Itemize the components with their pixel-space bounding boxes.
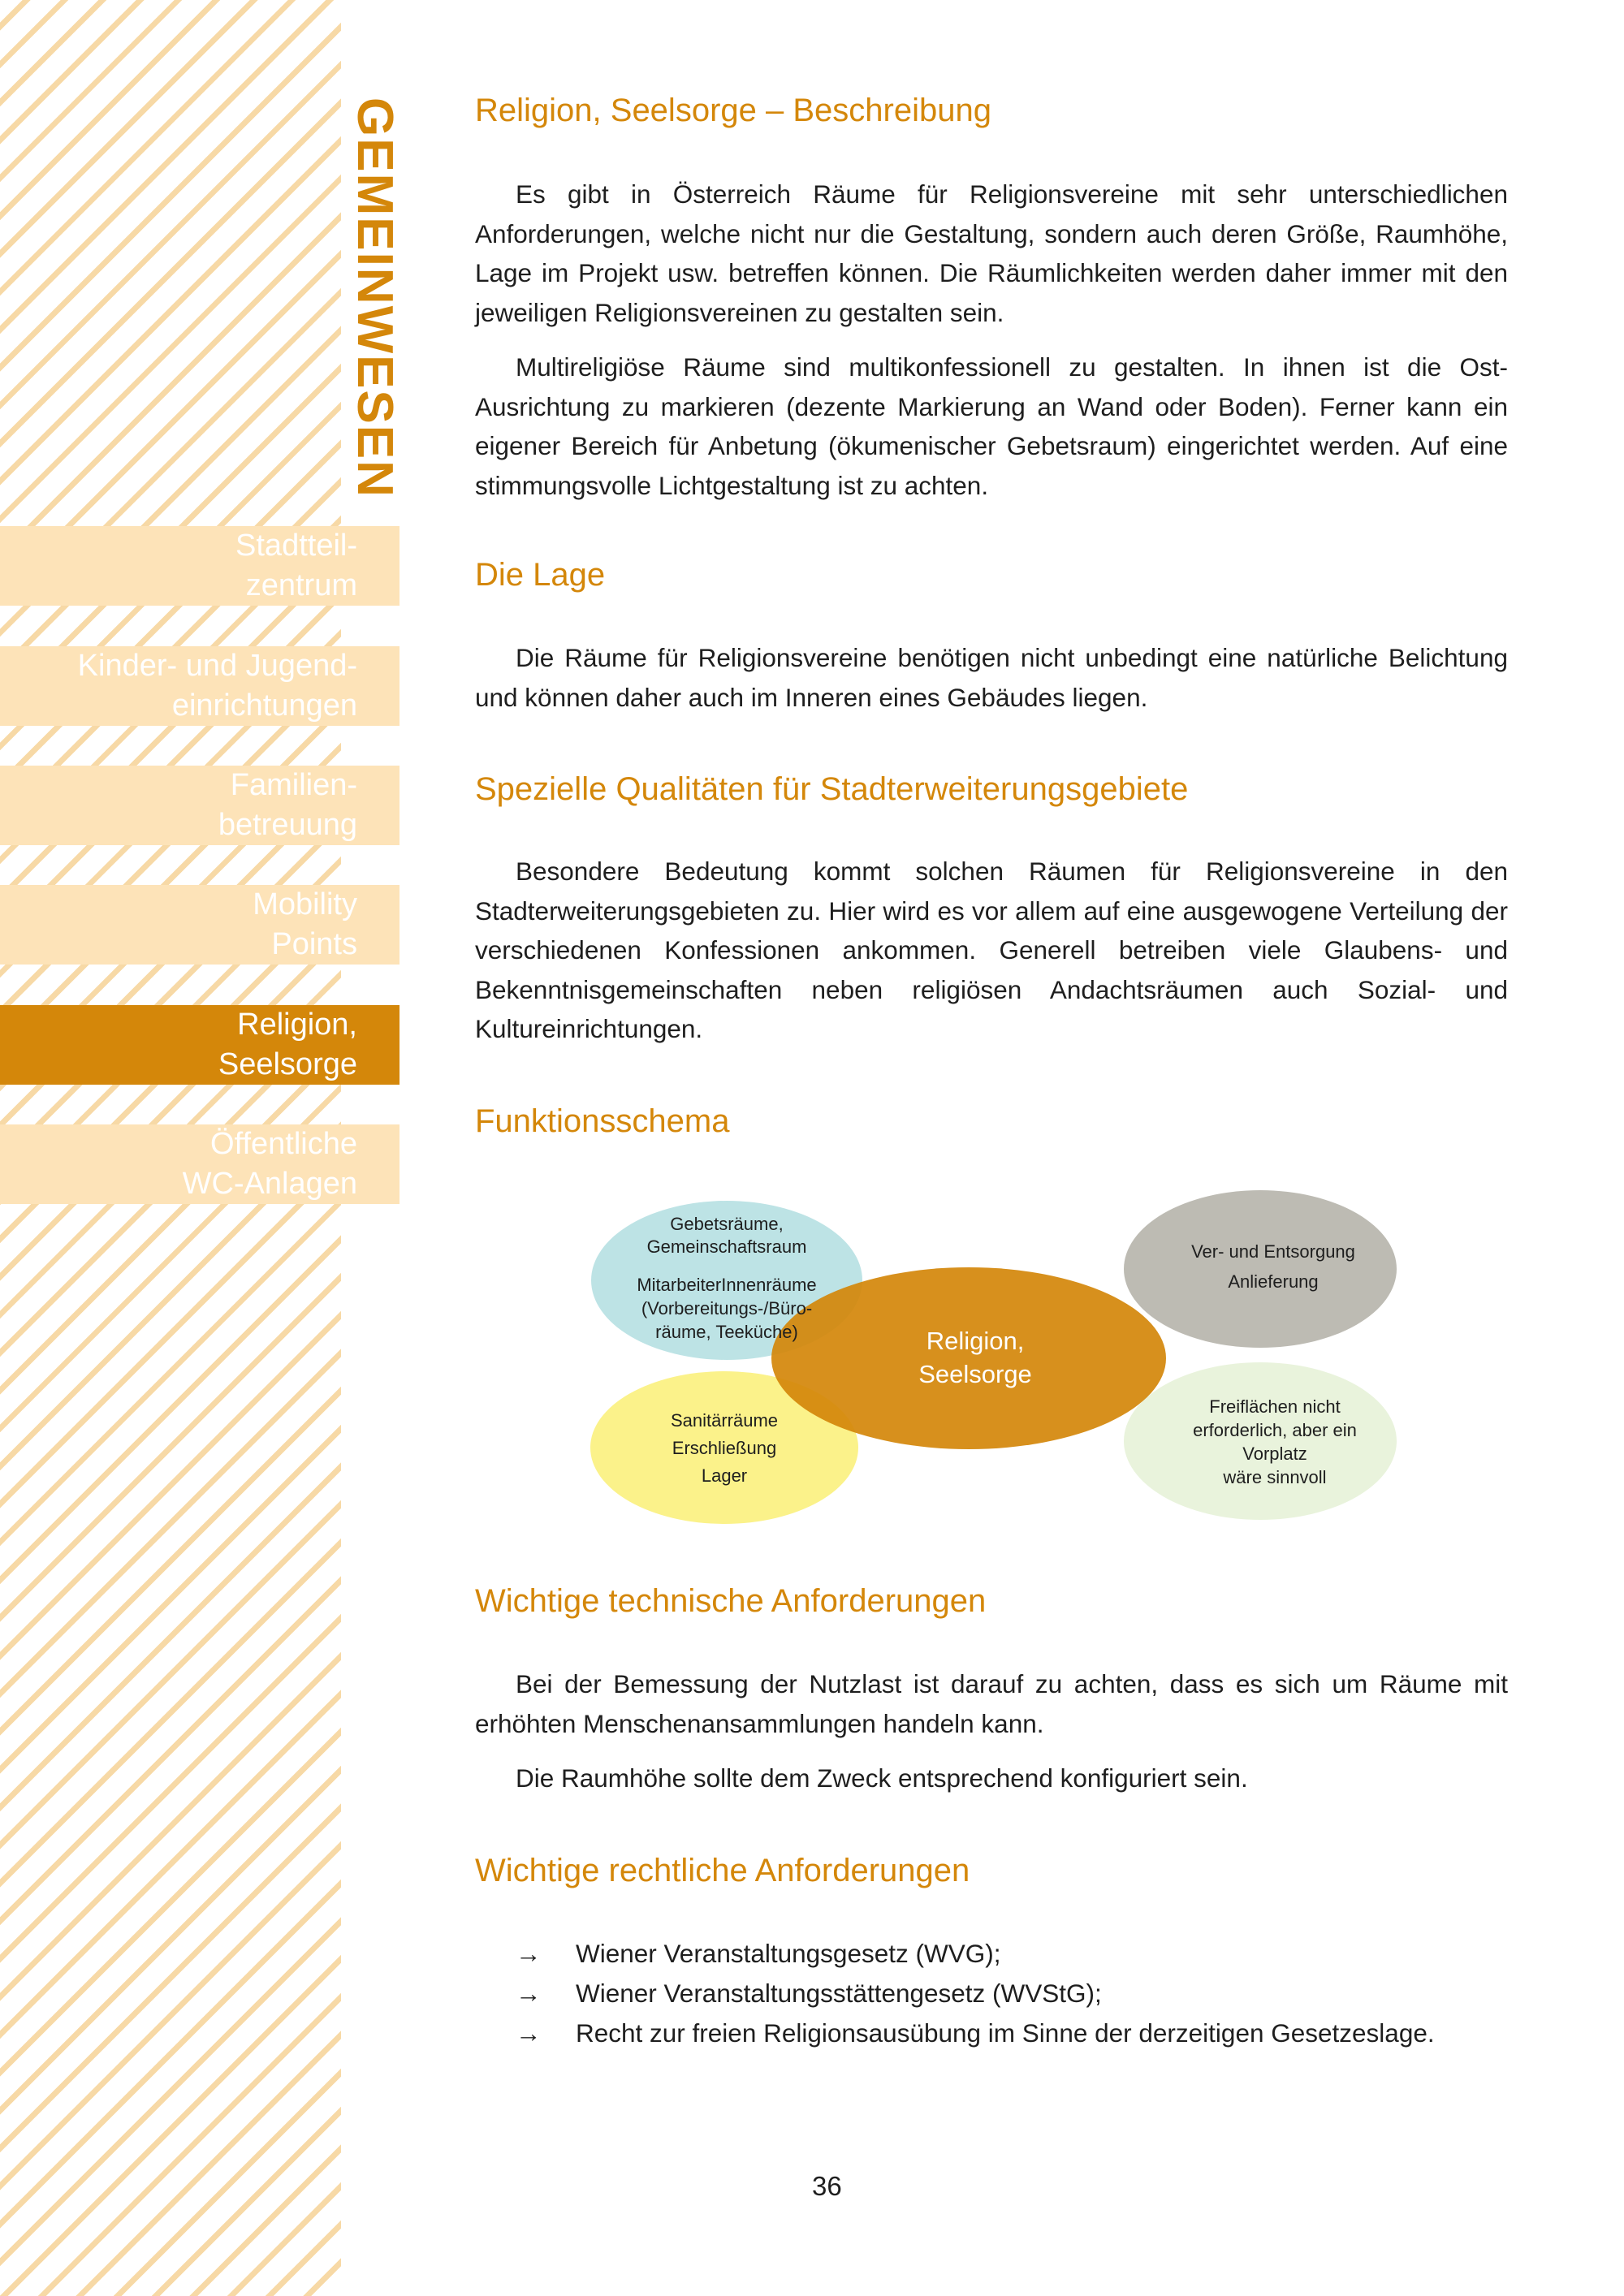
diagram-label: Freiflächen nicht [1209,1396,1341,1417]
nav-item-label: einrichtungen [171,688,357,723]
nav-item-wc-anlagen[interactable] [0,1124,400,1204]
paragraph: Besondere Bedeutung kommt solchen Räumen für Religionsvereine in den Stadterweiterungsgebieten zu. Hier wird es vor allem auf eine ausgewogene Verteilung der verschiedenen Konfessionen ankommen. Generell betreiben viele Glaubens- und Bekenntnisgemeinschaften neben religiösen Andachtsräumen auch Sozial- und Kultureinrichtungen. [475,857,1508,1043]
paragraph: Die Räume für Religionsvereine benötigen nicht unbedingt eine natürliche Belichtung und können daher auch im Inneren eines Gebäudes liegen. [475,643,1508,712]
diagram-label: wäre sinnvoll [1223,1467,1327,1487]
nav-item-label: Familien- [230,768,357,802]
nav-item-label: WC-Anlagen [182,1167,357,1201]
nav-item-stadtteilzentrum[interactable] [0,526,400,606]
paragraph: Multireligiöse Räume sind multikonfessionell zu gestalten. In ihnen ist die Ost-Ausrichtung zu markieren (dezente Markierung an Wand oder Boden). Ferner kann ein eigener Bereich für Anbetung (ökumenischer Gebetsraum) eingerichtet werden. Auf eine stimmungsvolle Lichtgestaltung ist zu achten. [475,352,1508,500]
diagram-label: Anlieferung [1228,1271,1319,1292]
paragraph: Die Raumhöhe sollte dem Zweck entsprechend konfiguriert sein. [516,1763,1248,1793]
ellipse-bottom-right [1124,1362,1397,1520]
ellipse-center [771,1267,1166,1449]
list-item-text: Recht zur freien Religionsausübung im Sinne der derzeitigen Gesetzeslage. [576,2018,1435,2048]
diagram-label: (Vorbereitungs-/Büro- [641,1298,813,1318]
nav-item-religion-seelsorge[interactable] [0,1005,400,1085]
diagram-label: Erschließung [672,1438,777,1458]
nav-item-mobility-points[interactable] [0,885,400,965]
nav-item-kinder-jugend[interactable] [0,646,400,726]
list-item-text: Wiener Veranstaltungsstättengesetz (WVStG); [576,1979,1102,2008]
diagram-label: Lager [701,1465,748,1486]
nav-item-familienbetreuung[interactable] [0,766,400,845]
diagram-label: Sanitärräume [670,1410,779,1431]
diagram-label: Ver- und Entsorgung [1191,1241,1355,1262]
diagram-label: MitarbeiterInnenräume [637,1275,817,1295]
nav-item-label: Points [271,927,357,961]
heading-lage: Die Lage [475,557,606,593]
diagram-center-label: Seelsorge [918,1360,1032,1388]
funktionsschema-diagram [585,1185,1413,1526]
diagram-label: räume, Teeküche) [655,1322,798,1342]
heading-technisch: Wichtige technische Anforderungen [475,1583,987,1619]
arrow-icon: → [516,1939,542,1968]
section-title: GEMEINWESEN [347,97,403,498]
diagram-label: Vorplatz [1242,1444,1307,1464]
nav-item-label: Stadtteil- [235,529,357,563]
list-item-text: Wiener Veranstaltungsgesetz (WVG); [576,1939,1001,1968]
diagram-center-label: Religion, [926,1327,1025,1355]
diagram-label: Gebetsräume, [670,1214,784,1234]
paragraph: Es gibt in Österreich Räume für Religionsvereine mit sehr unterschiedlichen Anforderungen, welche nicht nur die Gestaltung, sondern auch deren Größe, Raumhöhe, Lage im Projekt usw. betreffen können. Die Räumlichkeiten werden daher immer mit den jeweiligen Religionsvereinen zu gestalten sein. [475,179,1508,327]
nav-item-label: Kinder- und Jugend- [77,649,357,683]
nav-item-label: Seelsorge [218,1047,357,1081]
heading-qualitaeten: Spezielle Qualitäten für Stadterweiterungsgebiete [475,771,1189,807]
nav-item-label: betreuung [218,808,357,842]
paragraph: Bei der Bemessung der Nutzlast ist darauf zu achten, dass es sich um Räume mit erhöhten Menschenansammlungen handeln kann. [475,1669,1508,1738]
page-number: 36 [812,2171,842,2201]
diagram-label: erforderlich, aber ein [1193,1420,1357,1440]
diagram-label: Gemeinschaftsraum [646,1236,807,1257]
nav-item-label: zentrum [245,568,357,602]
heading-rechtlich: Wichtige rechtliche Anforderungen [475,1853,970,1888]
ellipse-top-right [1124,1190,1397,1348]
nav-item-label: Mobility [253,887,357,921]
nav-item-label: Religion, [237,1008,357,1042]
heading-funktionsschema: Funktionsschema [475,1103,730,1139]
nav-item-label: Öffentliche [210,1127,357,1161]
arrow-icon: → [516,1979,542,2008]
arrow-icon: → [516,2018,542,2048]
heading-beschreibung: Religion, Seelsorge – Beschreibung [475,93,991,128]
